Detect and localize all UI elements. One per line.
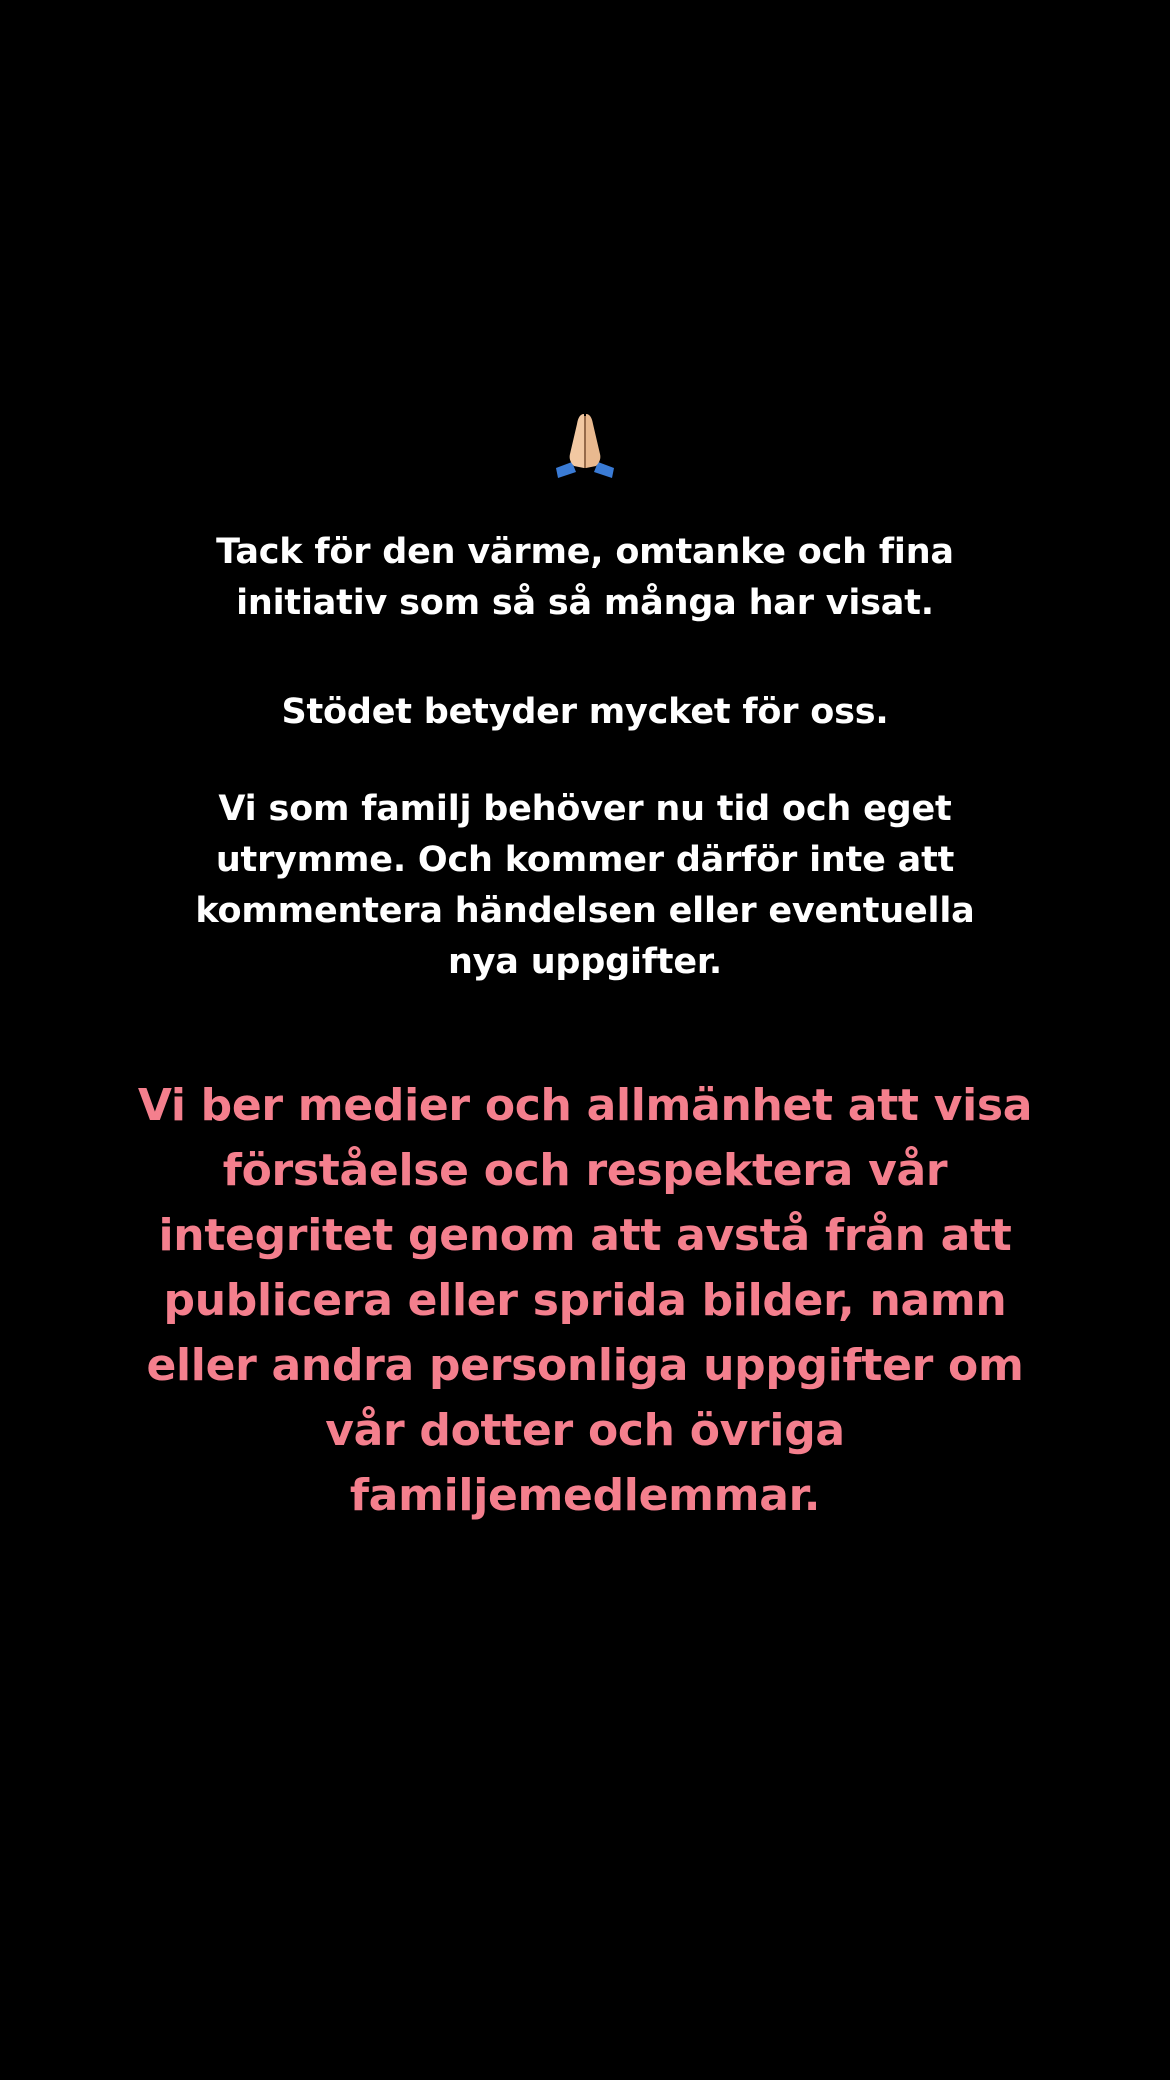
highlight-line: publicera eller sprida bilder, namn	[163, 1275, 1007, 1326]
support-paragraph	[90, 687, 1080, 738]
highlight-line: integritet genom att avstå från att	[158, 1210, 1012, 1261]
highlight-line: familjemedlemmar.	[349, 1470, 821, 1521]
highlight-line: eller andra personliga uppgifter om	[146, 1340, 1024, 1391]
praying-hands-icon	[0, 405, 1170, 485]
text-line: nya uppgifter.	[447, 942, 723, 982]
text-line: utrymme. Och kommer därför inte att	[215, 840, 955, 880]
text-line: Vi som familj behöver nu tid och eget	[218, 789, 952, 829]
text-line: Tack för den värme, omtanke och fina	[216, 532, 954, 572]
text-line: Stödet betyder mycket för oss.	[281, 692, 889, 732]
text-line: initiativ som så så många har visat.	[236, 583, 934, 623]
media-request-paragraph	[75, 1073, 1095, 1528]
text-line: kommentera händelsen eller eventuella	[195, 891, 975, 931]
highlight-line: vår dotter och övriga	[325, 1405, 845, 1456]
highlight-line: Vi ber medier och allmänhet att visa	[137, 1080, 1033, 1131]
privacy-need-paragraph	[90, 784, 1080, 988]
highlight-line: förståelse och respektera vår	[222, 1145, 948, 1196]
thanks-paragraph	[90, 527, 1080, 629]
